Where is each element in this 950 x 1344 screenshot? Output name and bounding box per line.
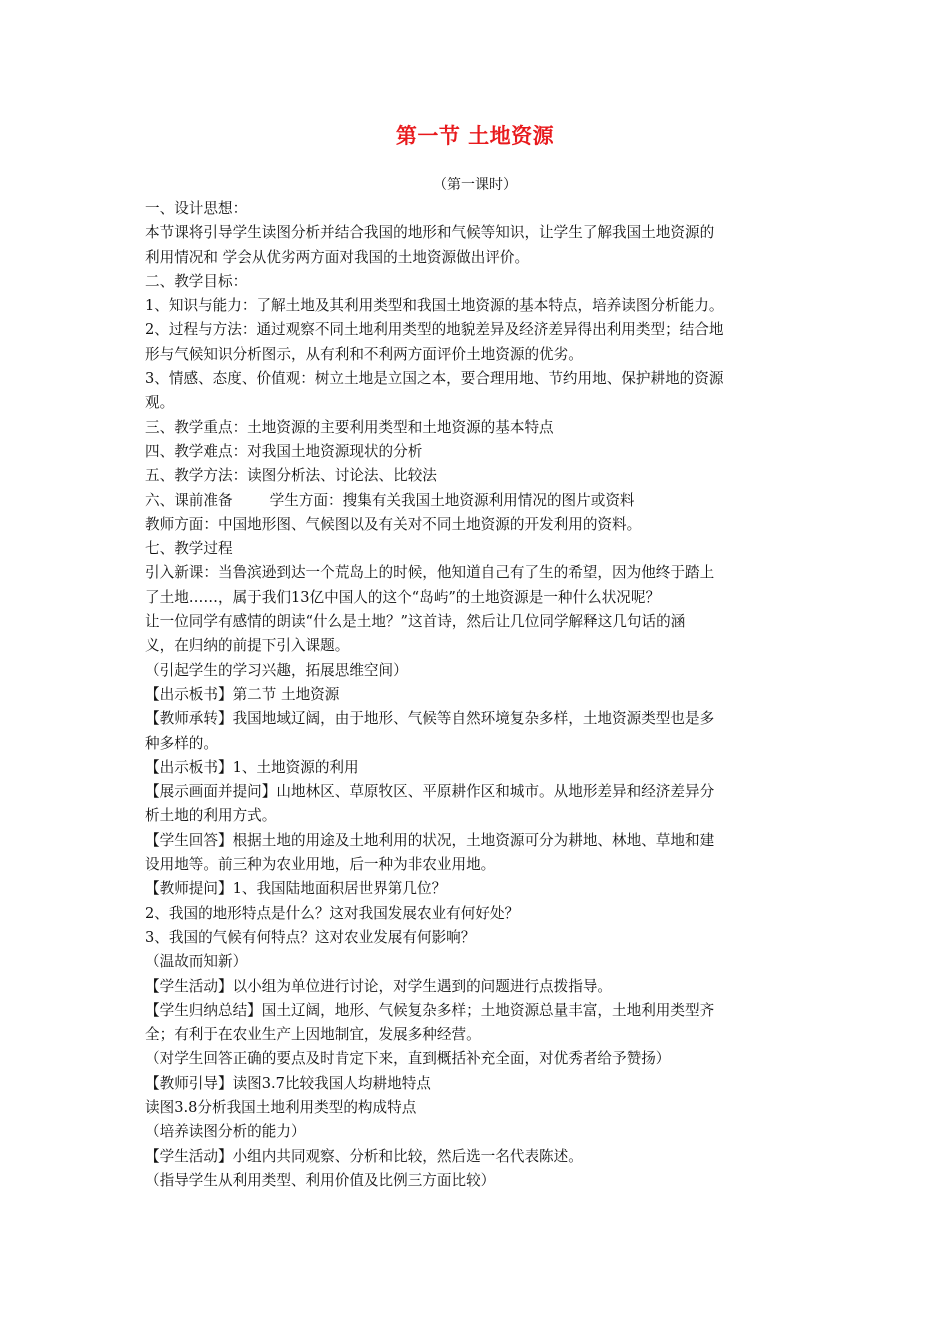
document-title: 第一节 土地资源 — [395, 123, 555, 148]
text-line: 二、教学目标： — [145, 272, 248, 290]
text-line: 【出示板书】1、土地资源的利用 — [145, 758, 359, 776]
text-line: 【学生回答】根据土地的用途及土地利用的状况，土地资源可分为耕地、林地、草地和建 — [145, 831, 715, 849]
document-body — [145, 197, 810, 1193]
text-line: 五、教学方法：读图分析法、讨论法、比较法 — [145, 467, 437, 485]
text-line: 【教师承转】我国地域辽阔，由于地形、气候等自然环境复杂多样，土地资源类型也是多 — [145, 710, 715, 728]
text-line: 种多样的。 — [145, 734, 218, 752]
text-line: 形与气候知识分析图示，从有利和不利两方面评价土地资源的优劣。 — [145, 345, 583, 363]
text-line: 3、我国的气候有何特点？这对农业发展有何影响？ — [145, 928, 476, 946]
text-line: 【教师提问】1、我国陆地面积居世界第几位？ — [145, 880, 447, 898]
text-line: （指导学生从利用类型、利用价值及比例三方面比较） — [145, 1171, 496, 1189]
text-line: 2、我国的地形特点是什么？这对我国发展农业有何好处？ — [145, 904, 520, 922]
text-line: 引入新课：当鲁滨逊到达一个荒岛上的时候，他知道自己有了生的希望，因为他终于踏上 — [145, 564, 715, 582]
text-line: 全；有利于在农业生产上因地制宜，发展多种经营。 — [145, 1026, 481, 1044]
text-line: 了土地……，属于我们13亿中国人的这个“岛屿”的土地资源是一种什么状况呢？ — [145, 588, 661, 606]
text-line: 一、设计思想： — [145, 200, 248, 217]
text-line: 2、过程与方法：通过观察不同土地利用类型的地貌差异及经济差异得出利用类型；结合地 — [145, 321, 724, 339]
text-line: （温故而知新） — [145, 953, 248, 971]
text-line: 七、教学过程 — [145, 540, 233, 558]
text-line: 1、知识与能力：了解土地及其利用类型和我国土地资源的基本特点，培养读图分析能力。 — [145, 297, 724, 315]
text-line: 【学生活动】小组内共同观察、分析和比较，然后选一名代表陈述。 — [145, 1147, 583, 1165]
text-line: 【出示板书】第二节 土地资源 — [145, 685, 340, 703]
text-line: 六、课前准备 学生方面：搜集有关我国土地资源利用情况的图片或资料 — [145, 491, 635, 509]
text-line: 【展示画面并提问】山地林区、草原牧区、平原耕作区和城市。从地形差异和经济差异分 — [145, 783, 715, 801]
text-line: 四、教学难点：对我国土地资源现状的分析 — [145, 442, 423, 460]
text-line: （引起学生的学习兴趣，拓展思维空间） — [145, 661, 408, 679]
text-line: 设用地等。前三种为农业用地，后一种为非农业用地。 — [145, 856, 496, 874]
text-line: 【学生活动】以小组为单位进行讨论，对学生遇到的问题进行点拨指导。 — [145, 977, 613, 995]
text-line: 本节课将引导学生读图分析并结合我国的地形和气候等知识，让学生了解我国土地资源的 — [145, 224, 715, 242]
text-line: 析土地的利用方式。 — [145, 807, 277, 825]
text-line: 三、教学重点：土地资源的主要利用类型和土地资源的基本特点 — [145, 418, 554, 436]
text-line: 观。 — [145, 394, 175, 412]
text-line: 【教师引导】读图3.7比较我国人均耕地特点 — [145, 1074, 431, 1092]
text-line: 【学生归纳总结】国土辽阔，地形、气候复杂多样；土地资源总量丰富，土地利用类型齐 — [145, 1001, 715, 1019]
text-line: 利用情况和 学会从优劣两方面对我国的土地资源做出评价。 — [145, 248, 530, 266]
text-line: （对学生回答正确的要点及时肯定下来，直到概括补充全面，对优秀者给予赞扬） — [145, 1050, 671, 1068]
text-line: 读图3.8分析我国土地利用类型的构成特点 — [145, 1098, 417, 1116]
text-line: （培养读图分析的能力） — [145, 1123, 306, 1141]
text-line: 教师方面：中国地形图、气候图以及有关对不同土地资源的开发利用的资料。 — [145, 515, 642, 533]
text-line: 3、情感、态度、价值观：树立土地是立国之本，要合理用地、节约用地、保护耕地的资源 — [145, 370, 724, 388]
text-line: 让一位同学有感情的朗读“什么是土地？”这首诗，然后让几位同学解释这几句话的涵 — [145, 613, 686, 631]
lesson-period: （第一课时） — [433, 177, 517, 193]
text-line: 义，在归纳的前提下引入课题。 — [145, 637, 350, 655]
